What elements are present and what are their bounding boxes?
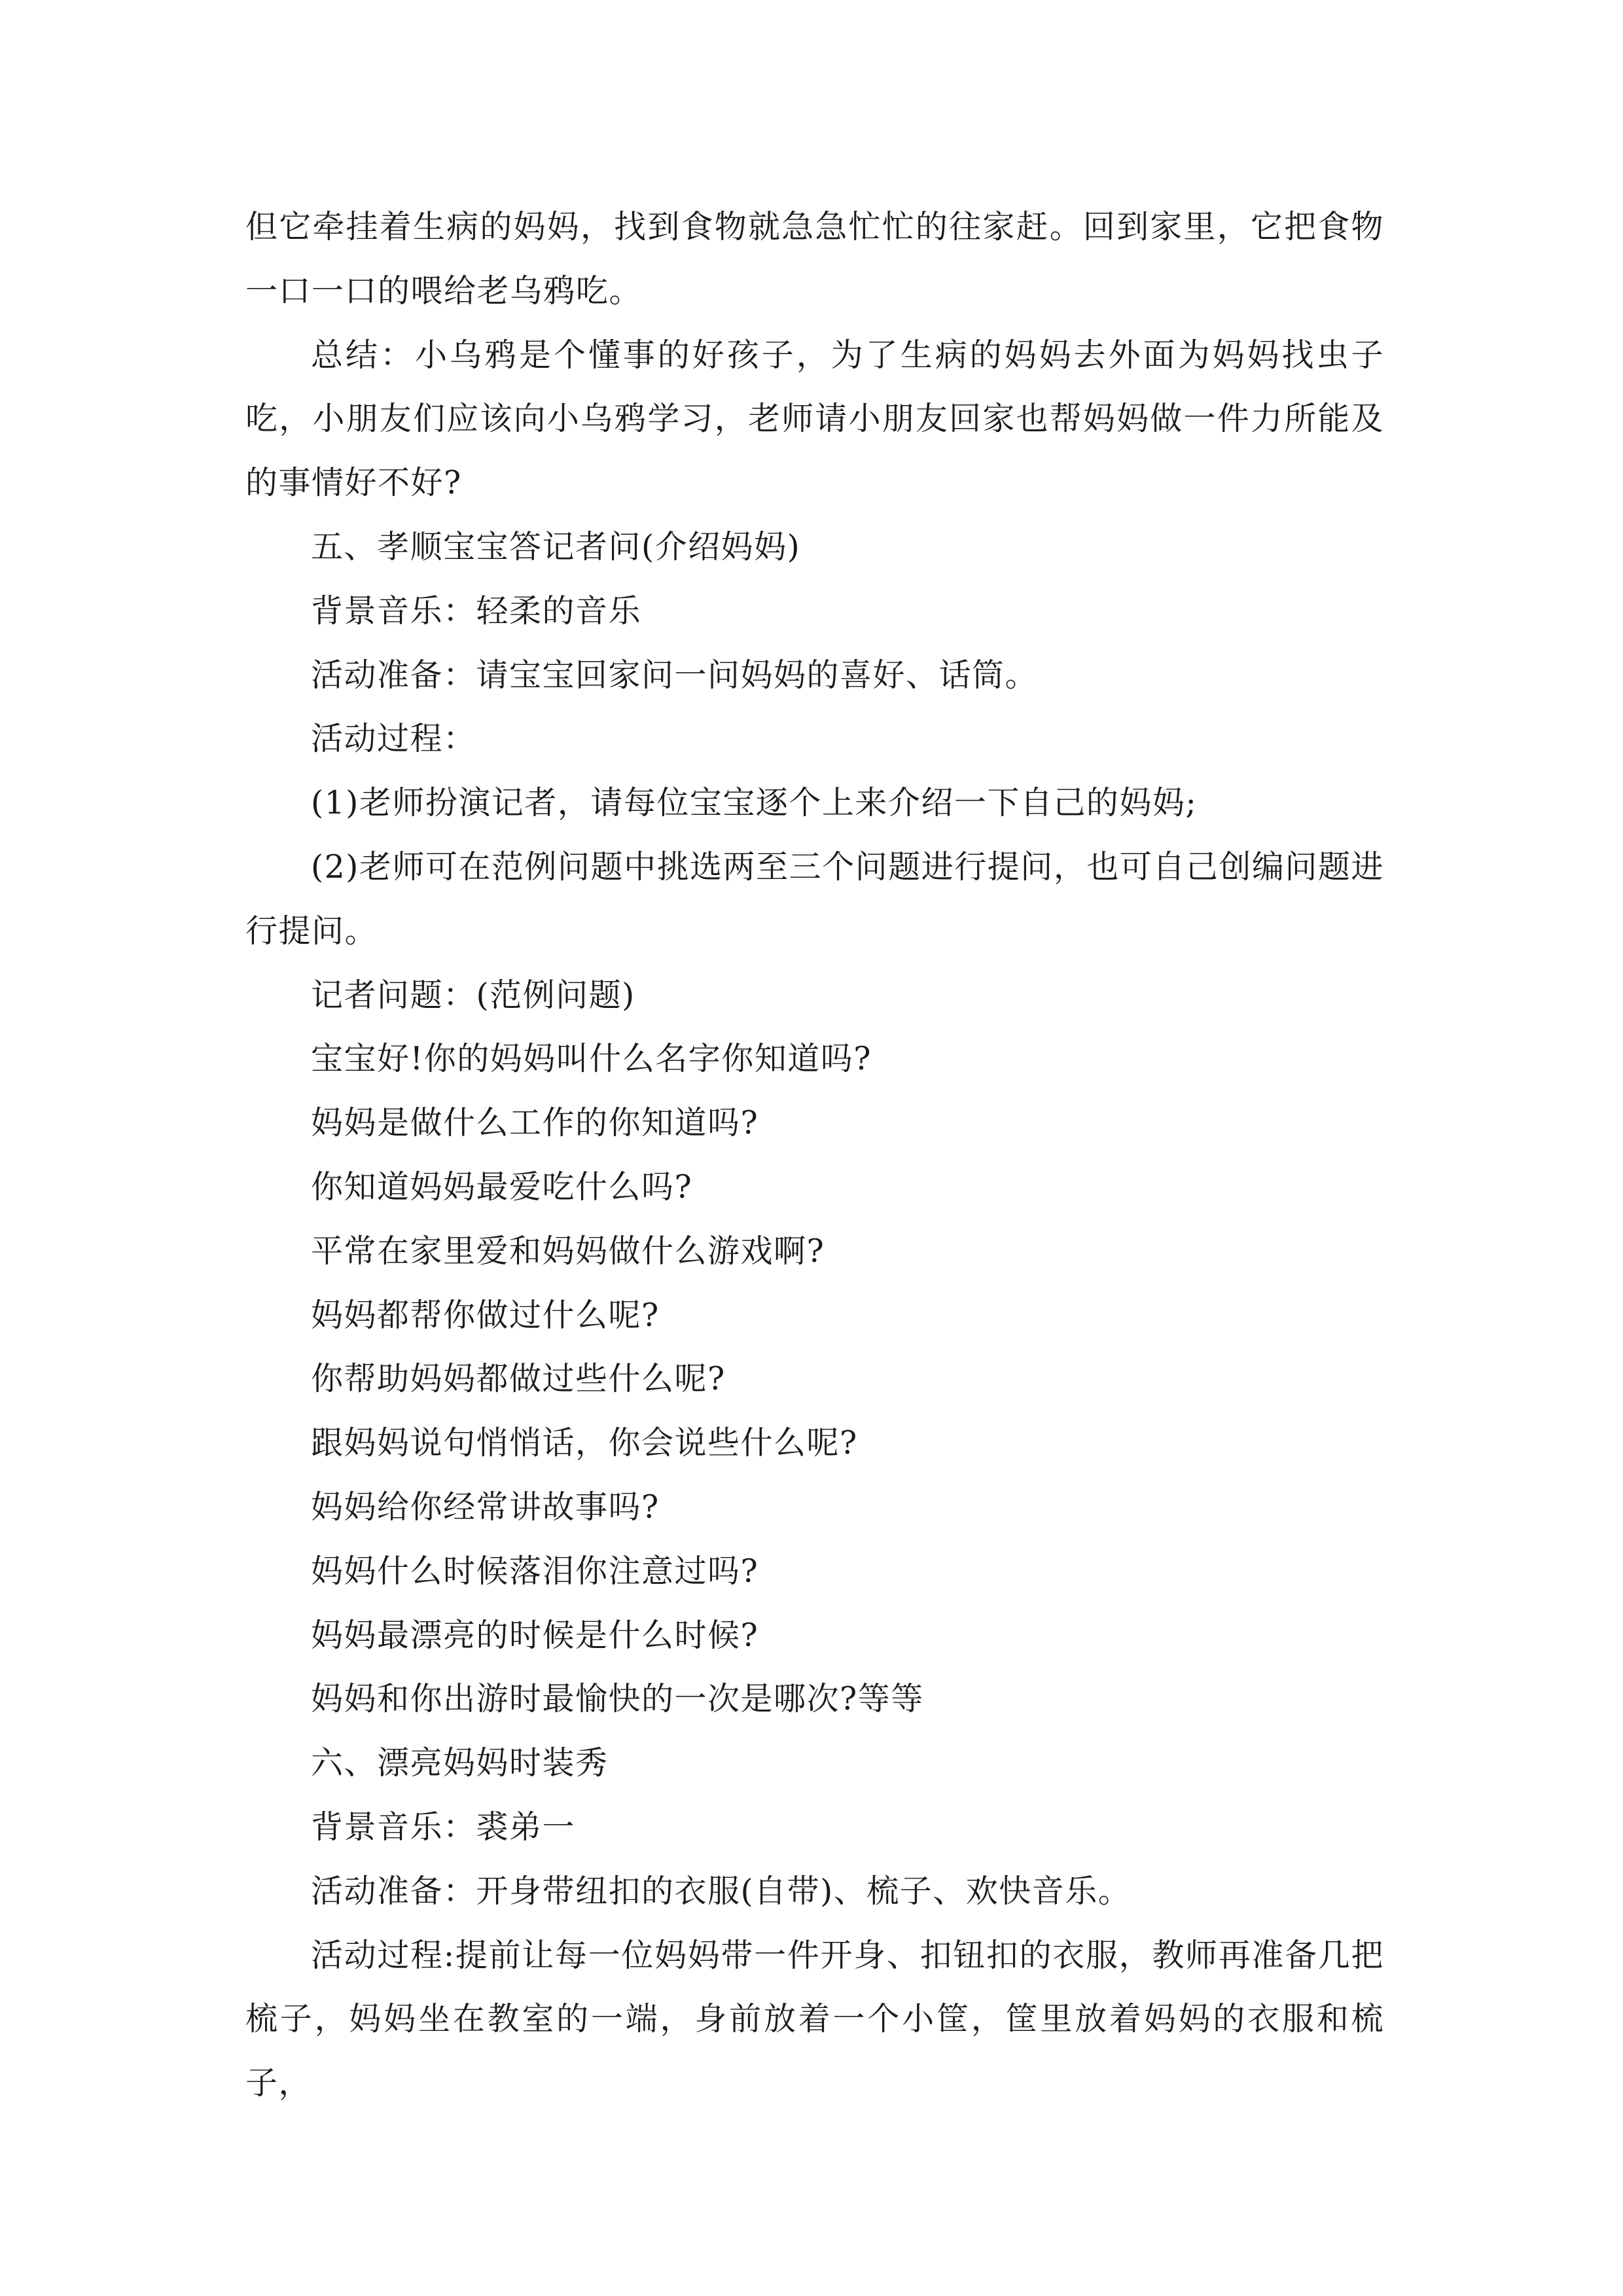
list-item: (2)老师可在范例问题中挑选两至三个问题进行提问，也可自己创编问题进行提问。 <box>245 848 1384 950</box>
paragraph: 活动过程： <box>311 720 476 758</box>
paragraph: 记者问题：(范例问题) <box>311 976 635 1014</box>
paragraph: 活动准备：请宝宝回家问一问妈妈的喜好、话筒。 <box>311 656 1039 694</box>
document-body <box>245 195 1384 2115</box>
paragraph: 总结：小乌鸦是个懂事的好孩子，为了生病的妈妈去外面为妈妈找虫子吃，小朋友们应该向小乌鸦学习，老师请小朋友回家也帮妈妈做一件力所能及的事情好不好? <box>245 336 1384 502</box>
question-item: 你知道妈妈最爱吃什么吗? <box>311 1168 693 1206</box>
section-heading: 六、漂亮妈妈时装秀 <box>311 1744 609 1782</box>
question-item: 妈妈给你经常讲故事吗? <box>311 1488 660 1526</box>
paragraph: 背景音乐：裘弟一 <box>311 1808 576 1846</box>
list-item: (1)老师扮演记者，请每位宝宝逐个上来介绍一下自己的妈妈; <box>311 784 1198 822</box>
paragraph: 活动准备：开身带纽扣的衣服(自带)、梳子、欢快音乐。 <box>311 1872 1132 1910</box>
question-item: 妈妈最漂亮的时候是什么时候? <box>311 1616 759 1654</box>
question-item: 你帮助妈妈都做过些什么呢? <box>311 1360 726 1398</box>
paragraph: 活动过程:提前让每一位妈妈带一件开身、扣钮扣的衣服，教师再准备几把梳子，妈妈坐在教室的一端，身前放着一个小筐，筐里放着妈妈的衣服和梳子， <box>245 1936 1384 2102</box>
question-item: 跟妈妈说句悄悄话，你会说些什么呢? <box>311 1424 858 1462</box>
question-item: 宝宝好!你的妈妈叫什么名字你知道吗? <box>311 1040 872 1078</box>
question-item: 妈妈什么时候落泪你注意过吗? <box>311 1552 759 1590</box>
question-item: 平常在家里爱和妈妈做什么游戏啊? <box>311 1232 825 1270</box>
question-item: 妈妈和你出游时最愉快的一次是哪次?等等 <box>311 1680 924 1718</box>
paragraph: 背景音乐：轻柔的音乐 <box>311 592 642 630</box>
question-item: 妈妈都帮你做过什么呢? <box>311 1296 660 1334</box>
paragraph: 但它牵挂着生病的妈妈，找到食物就急急忙忙的往家赶。回到家里，它把食物一口一口的喂给老乌鸦吃。 <box>245 208 1384 310</box>
section-heading: 五、孝顺宝宝答记者问(介绍妈妈) <box>311 528 801 565</box>
question-item: 妈妈是做什么工作的你知道吗? <box>311 1104 759 1142</box>
